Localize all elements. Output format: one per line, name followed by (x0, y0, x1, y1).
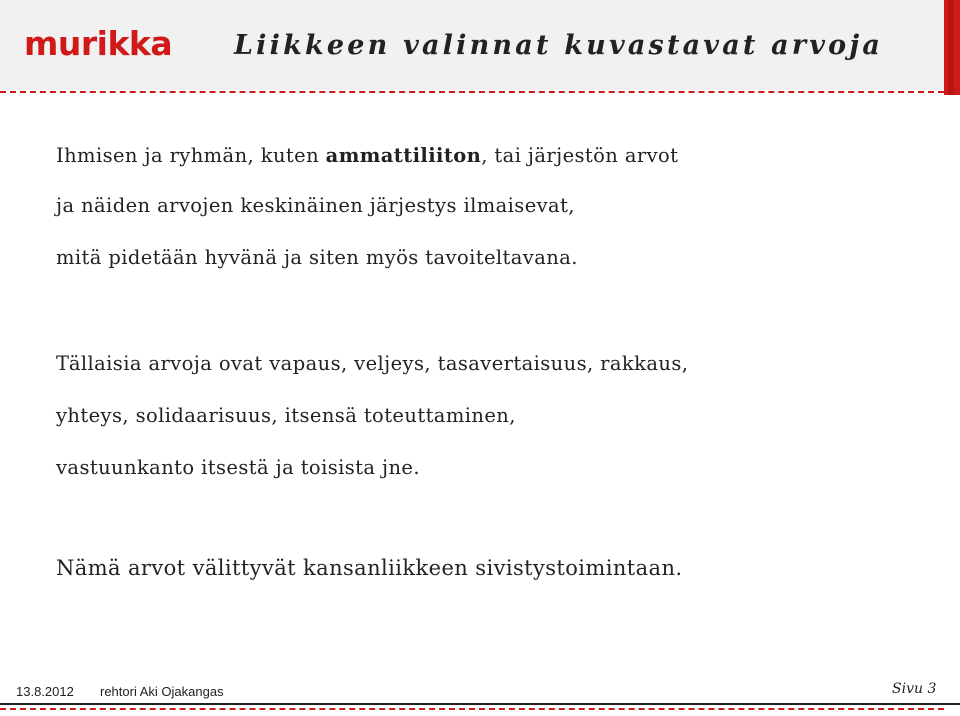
body-line-1-pre: Ihmisen ja ryhmän, kuten (56, 144, 326, 167)
header-accent-bar-inner (948, 0, 954, 95)
header-dashed-divider (0, 91, 944, 93)
body-line-6: vastuunkanto itsestä ja toisista jne. (56, 456, 420, 479)
body-line-4: Tällaisia arvoja ovat vapaus, veljeys, tasavertaisuus, rakkaus, (56, 352, 689, 375)
footer-author: rehtori Aki Ojakangas (100, 684, 224, 699)
body-line-5: yhteys, solidaarisuus, itsensä toteuttaminen, (56, 404, 516, 427)
body-line-7: Nämä arvot välittyvät kansanliikkeen sivistystoimintaan. (56, 556, 683, 580)
footer-page-number: Sivu 3 (892, 681, 937, 697)
body-line-1-post: , tai järjestön arvot (481, 144, 679, 167)
footer-rule (0, 703, 960, 705)
body-line-1-bold: ammattiliiton (325, 144, 482, 167)
body-line-3: mitä pidetään hyvänä ja siten myös tavoiteltavana. (56, 246, 578, 269)
footer-dashed-divider (0, 708, 944, 710)
body-line-1 (56, 142, 678, 170)
murikka-logo: murikka (24, 24, 173, 63)
body-line-2: ja näiden arvojen keskinäinen järjestys ilmaisevat, (56, 194, 575, 217)
slide-title: Liikkeen valinnat kuvastavat arvoja (234, 30, 884, 61)
footer-date: 13.8.2012 (16, 684, 74, 699)
